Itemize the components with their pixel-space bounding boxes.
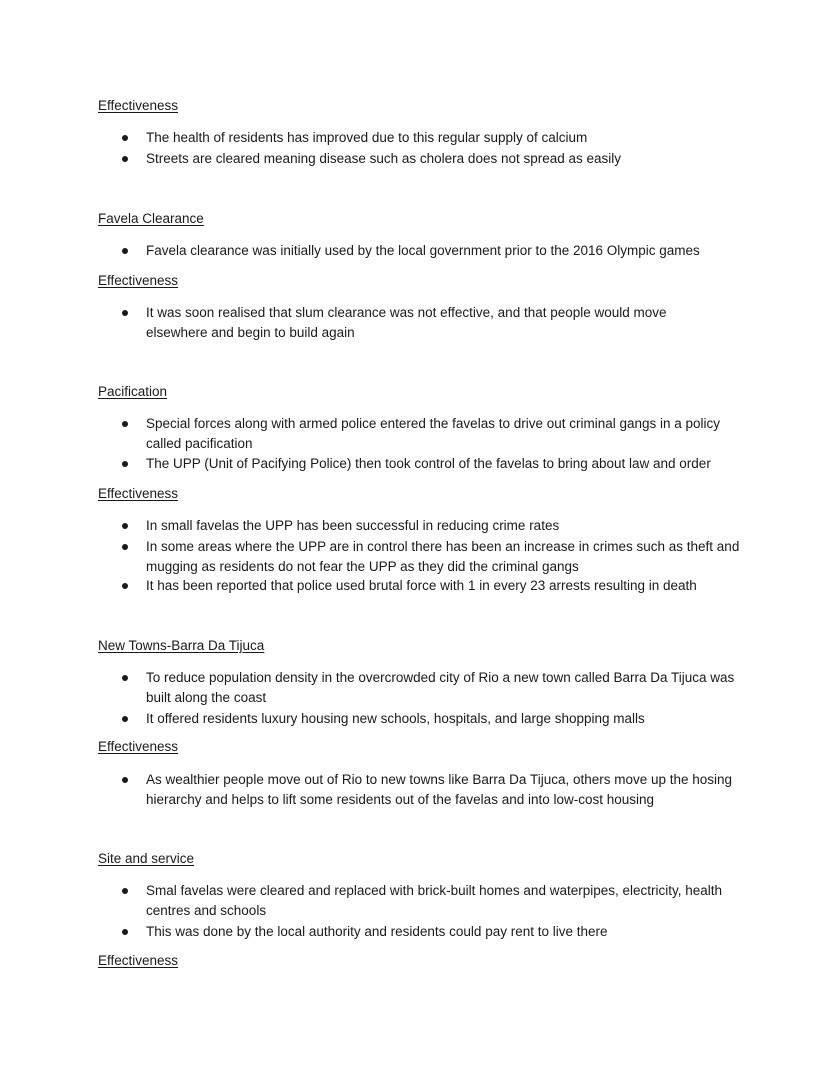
list-item: Smal favelas were cleared and replaced with brick-built homes and waterpipes, electricity, health centres and schools <box>146 883 723 918</box>
bullet-icon <box>120 770 130 780</box>
list-item: The health of residents has improved due to this regular supply of calcium <box>146 130 588 145</box>
section-heading-site-and-service: Site and service <box>98 851 195 866</box>
list-item: Favela clearance was initially used by the local government prior to the 2016 Olympic games <box>146 243 700 258</box>
list-item: Streets are cleared meaning disease such as cholera does not spread as easily <box>146 151 622 166</box>
list-item: To reduce population density in the overcrowded city of Rio a new town called Barra Da Tijuca was built along the coast <box>146 670 735 705</box>
bullet-icon <box>120 668 130 678</box>
list-item: Special forces along with armed police entered the favelas to drive out criminal gangs in a policy called pacification <box>146 416 721 451</box>
section-heading-pacification: Pacification <box>98 384 168 399</box>
bullet-icon <box>120 454 130 464</box>
section-heading-effectiveness: Effectiveness <box>98 739 179 754</box>
bullet-icon <box>120 128 130 138</box>
bullet-icon <box>120 414 130 424</box>
list-item: In small favelas the UPP has been successful in reducing crime rates <box>146 518 560 533</box>
bullet-icon <box>120 537 130 547</box>
section-heading-effectiveness: Effectiveness <box>98 273 179 288</box>
bullet-icon <box>120 576 130 586</box>
list-item: This was done by the local authority and residents could pay rent to live there <box>146 924 608 939</box>
list-item: It has been reported that police used brutal force with 1 in every 23 arrests resulting in death <box>146 578 697 593</box>
section-heading-new-towns: New Towns-Barra Da Tijuca <box>98 638 265 653</box>
list-item: The UPP (Unit of Pacifying Police) then took control of the favelas to bring about law and order <box>146 456 711 471</box>
section-heading-effectiveness: Effectiveness <box>98 953 179 968</box>
bullet-icon <box>120 516 130 526</box>
bullet-icon <box>120 241 130 251</box>
list-item: It was soon realised that slum clearance was not effective, and that people would move elsewhere and begin to build again <box>146 305 667 340</box>
section-heading-favela-clearance: Favela Clearance <box>98 211 204 226</box>
bullet-icon <box>120 922 130 932</box>
section-heading-effectiveness: Effectiveness <box>98 486 179 501</box>
list-item: In some areas where the UPP are in control there has been an increase in crimes such as theft and mugging as residents do not fear the UPP as they did the criminal gangs <box>146 539 740 574</box>
list-item: As wealthier people move out of Rio to new towns like Barra Da Tijuca, others move up the hosing hierarchy and helps to lift some residents out of the favelas and into low-cost housing <box>146 772 733 807</box>
bullet-icon <box>120 881 130 891</box>
bullet-icon <box>120 149 130 159</box>
bullet-icon <box>120 303 130 313</box>
section-heading-effectiveness: Effectiveness <box>98 98 179 113</box>
list-item: It offered residents luxury housing new schools, hospitals, and large shopping malls <box>146 711 645 726</box>
bullet-icon <box>120 709 130 719</box>
